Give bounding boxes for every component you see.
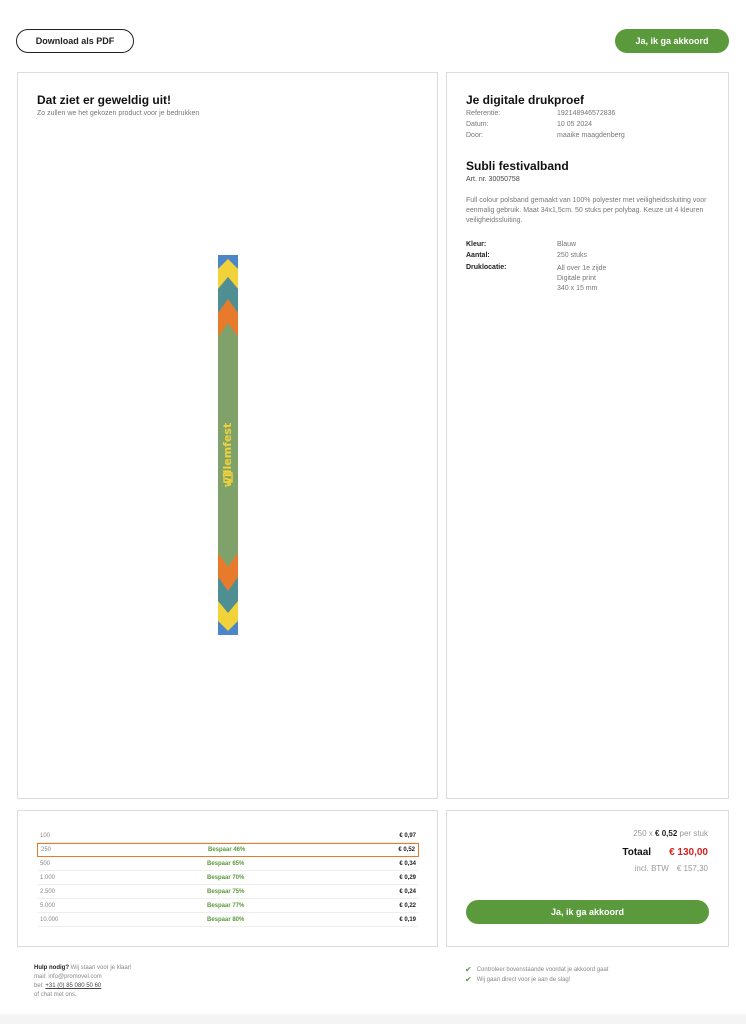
meta-reference (466, 110, 615, 117)
article-number: Art. nr. 30050758 (466, 176, 520, 183)
help-heading (34, 964, 131, 973)
vat-label: incl. BTW (634, 864, 669, 873)
spec-quantity (466, 252, 587, 259)
price-table (37, 829, 419, 927)
meta-value: maaike maagdenberg (557, 132, 625, 139)
meta-label: Referentie: (466, 110, 501, 117)
tier-quantity: 500 (40, 860, 51, 867)
price-row[interactable] (37, 871, 419, 885)
tier-quantity: 1.000 (40, 874, 56, 881)
tier-saving: Bespaar 77% (207, 902, 245, 909)
unit-price: € 0,52 (655, 829, 678, 838)
tier-saving: Bespaar 80% (207, 916, 245, 923)
price-row[interactable] (37, 829, 419, 843)
price-row[interactable] (37, 885, 419, 899)
tier-saving: Bespaar 65% (207, 860, 245, 867)
help-title: Hulp nodig? (34, 965, 69, 971)
spec-print-location (466, 264, 606, 294)
price-row[interactable] (37, 899, 419, 913)
order-total-panel (446, 810, 729, 947)
meta-date (466, 121, 592, 128)
tier-price: € 0,52 (398, 847, 415, 853)
tier-price: € 0,34 (399, 860, 416, 867)
check-icon: ✔ (465, 965, 472, 974)
product-description: Full colour polsband gemaakt van 100% polyester met veiligheidssluiting voor eenmalig gebruik. Maat 34x1,5cm. 50 stuks per polybag. Keuze uit 4 kleuren veiligheidssluiting. (466, 197, 707, 224)
wristband-preview (218, 255, 238, 635)
tier-quantity: 5.000 (40, 902, 56, 909)
spec-value: All over 1e zijde (557, 265, 607, 272)
tier-price: € 0,97 (399, 832, 416, 839)
spec-values (557, 264, 606, 294)
approve-button-top[interactable]: Ja, ik ga akkoord (615, 29, 729, 53)
meta-by (466, 132, 625, 139)
footer-strip (0, 1014, 746, 1024)
tier-price: € 0,29 (399, 874, 416, 881)
help-mail[interactable]: mail: info@promovel.com (34, 974, 102, 980)
preview-title: Dat ziet er geweldig uit! (37, 93, 172, 107)
meta-label: Datum: (466, 121, 489, 128)
help-phone-prefix: bel: (34, 983, 44, 989)
spec-value: 250 stuks (557, 252, 587, 259)
check-icon: ✔ (465, 975, 472, 984)
tier-price: € 0,19 (399, 916, 416, 923)
preview-panel (17, 72, 438, 799)
assurance-item (465, 965, 608, 975)
help-title-suffix: Wij staan voor je klaar! (70, 965, 132, 971)
preview-subtitle: Zo zullen we het gekozen product voor je bedrukken (37, 110, 200, 117)
vat-value: € 157,30 (676, 864, 708, 873)
download-pdf-button[interactable]: Download als PDF (16, 29, 134, 53)
spec-color (466, 241, 576, 248)
price-row[interactable] (37, 857, 419, 871)
total-line (622, 847, 708, 858)
help-chat[interactable]: of chat met ons. (34, 992, 77, 998)
price-tiers-panel (17, 810, 438, 947)
assurance-item (465, 975, 608, 985)
price-row-selected[interactable] (37, 843, 419, 857)
spec-value: Digitale print (557, 275, 596, 282)
tier-price: € 0,24 (399, 888, 416, 895)
approve-button-bottom[interactable]: Ja, ik ga akkoord (466, 900, 709, 924)
meta-label: Door: (466, 132, 484, 139)
unit-quantity: 250 x (633, 829, 653, 838)
spec-label: Kleur: (466, 241, 487, 248)
spec-label: Aantal: (466, 252, 490, 259)
spec-value: 340 x 15 mm (557, 285, 598, 292)
assurance-list (465, 965, 608, 985)
unit-suffix: per stuk (679, 829, 708, 838)
tier-price: € 0,22 (399, 902, 416, 909)
band-logo-text: willemfest (221, 422, 234, 488)
spec-value: Blauw (557, 241, 577, 248)
unit-price-line (633, 829, 708, 838)
proof-title: Je digitale drukproef (466, 93, 585, 107)
product-title: Subli festivalband (466, 159, 569, 173)
tier-quantity: 250 (41, 847, 52, 853)
spec-label: Druklocatie: (466, 264, 507, 271)
help-phone (34, 982, 131, 991)
tier-quantity: 2.500 (40, 888, 56, 895)
total-value: € 130,00 (669, 847, 708, 858)
help-phone-link[interactable]: +31 (0) 85 080 50 60 (45, 983, 102, 989)
assurance-text: Controleer bovenstaande voordat je akkoord gaat (476, 967, 609, 973)
tier-saving: Bespaar 46% (208, 847, 246, 853)
total-label: Totaal (622, 847, 652, 858)
help-block (34, 964, 131, 1000)
proof-details-panel (446, 72, 729, 799)
meta-value: 192148946572836 (557, 110, 616, 117)
tier-saving: Bespaar 70% (207, 874, 245, 881)
tier-saving: Bespaar 75% (207, 888, 245, 895)
price-row[interactable] (37, 913, 419, 927)
tier-quantity: 10.000 (40, 916, 59, 923)
tier-quantity: 100 (40, 832, 51, 839)
vat-line (635, 864, 708, 873)
assurance-text: Wij gaan direct voor je aan de slag! (476, 977, 571, 983)
meta-value: 10 05 2024 (557, 121, 593, 128)
